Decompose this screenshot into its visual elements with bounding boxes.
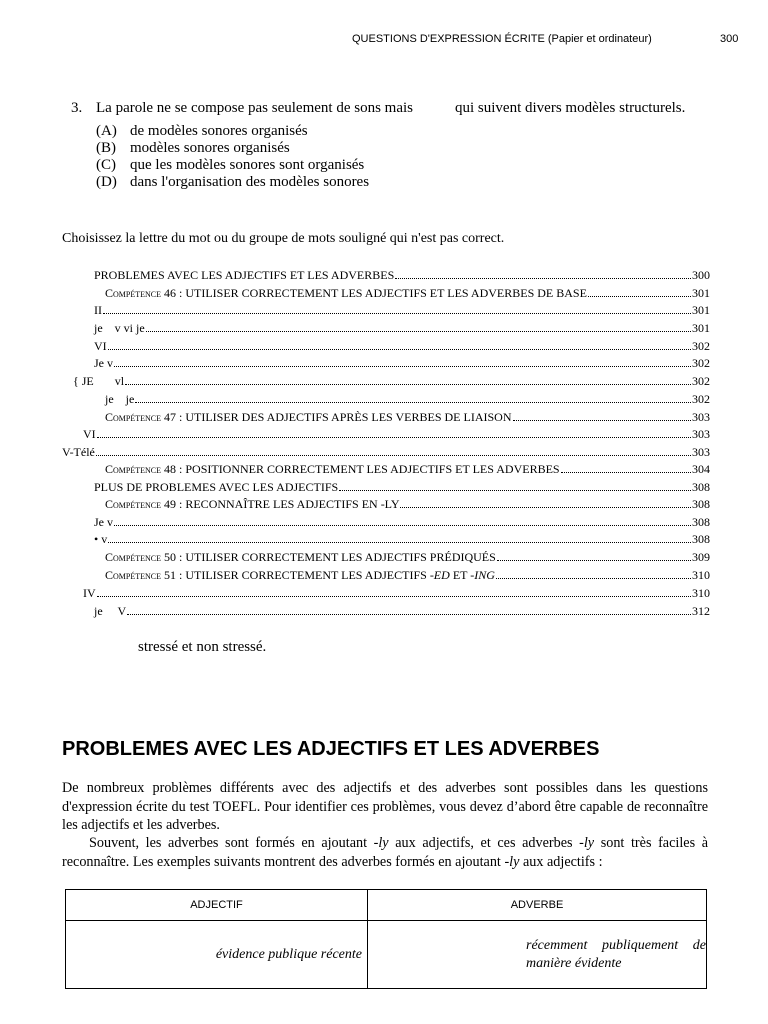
toc-leader	[561, 461, 691, 473]
toc-label-rest: 47 : UTILISER DES ADJECTIFS APRÈS LES VERBES DE LIAISON	[161, 410, 512, 424]
question-number: 3.	[71, 100, 83, 116]
toc-label: PLUS DE PROBLEMES AVEC LES ADJECTIFS	[94, 480, 339, 494]
toc-entry[interactable]	[105, 285, 710, 301]
paragraph-intro: De nombreux problèmes différents avec des adjectifs et des adverbes sont possibles dans les questions d'expression écrite du test TOEFL. Pour identifier ces problèmes, vous devez d’abord être capable de reconnaître les adjectifs et les adverbes.	[62, 780, 708, 833]
paragraph-adverbs	[62, 834, 708, 871]
toc-leader	[96, 444, 691, 456]
option-letter: (C)	[96, 157, 116, 173]
example-table	[65, 889, 707, 989]
toc-page: 302	[692, 392, 710, 406]
question-stem-part2: qui suivent divers modèles structurels.	[455, 100, 686, 116]
toc-label-smallcaps: Compétence	[105, 550, 162, 564]
toc-entry[interactable]	[94, 355, 710, 371]
toc-label: • v	[94, 532, 108, 546]
toc-label	[105, 549, 496, 565]
toc-leader	[135, 391, 691, 403]
instruction-text: Choisissez la lettre du mot ou du groupe de mots souligné qui n'est pas correct.	[62, 231, 505, 246]
toc-page: 308	[692, 515, 710, 529]
toc-leader	[497, 549, 691, 561]
toc-leader	[496, 567, 691, 579]
toc-leader	[97, 585, 691, 597]
toc-label: V-Télé	[62, 445, 95, 459]
toc-page: 300	[692, 268, 710, 282]
para2-text: aux adjectifs, et ces adverbes	[388, 835, 580, 851]
toc-label: Je v	[94, 515, 113, 529]
toc-page: 309	[692, 550, 710, 564]
toc-page: 301	[692, 303, 710, 317]
option-text: de modèles sonores organisés	[130, 123, 308, 139]
toc-label: VI	[83, 427, 96, 441]
toc-label: je je	[105, 392, 135, 406]
para2-text: sont très faciles à reconnaître. Les exemples suivants montrent des adverbes formés en ajoutant	[62, 835, 708, 870]
table-cell-adverbe: récemment publiquement de manière évidente	[526, 938, 706, 971]
toc-label-rest: 48 : POSITIONNER CORRECTEMENT LES ADJECTIFS ET LES ADVERBES	[161, 462, 560, 476]
toc-page: 302	[692, 374, 710, 388]
toc-label: PROBLEMES AVEC LES ADJECTIFS ET LES ADVERBES	[94, 268, 395, 282]
option-text: modèles sonores organisés	[130, 140, 290, 156]
option-d[interactable]	[96, 174, 369, 191]
toc-leader	[127, 603, 691, 615]
toc-label: IV	[83, 586, 96, 600]
toc-label-italic-ing: -ING	[470, 568, 495, 582]
toc-page: 303	[692, 445, 710, 459]
toc-leader	[108, 531, 691, 543]
toc-page: 308	[692, 497, 710, 511]
toc-leader	[114, 514, 691, 526]
toc-entry[interactable]	[105, 496, 710, 512]
toc-entry[interactable]	[94, 267, 710, 283]
stressed-note: stressé et non stressé.	[138, 639, 267, 655]
toc-label: je v vi je	[94, 321, 145, 335]
toc-label: Je v	[94, 356, 113, 370]
option-letter: (D)	[96, 174, 117, 190]
toc-page: 308	[692, 532, 710, 546]
toc-label: { JE vl	[73, 374, 125, 388]
toc-entry[interactable]	[105, 391, 710, 407]
toc-leader	[146, 320, 691, 332]
toc-label	[105, 409, 512, 425]
option-letter: (B)	[96, 140, 116, 156]
toc-leader	[588, 285, 691, 297]
toc-label-rest: 51 : UTILISER CORRECTEMENT LES ADJECTIFS	[161, 568, 430, 582]
toc-entry[interactable]	[94, 603, 710, 619]
toc-entry[interactable]	[62, 444, 710, 460]
toc-label	[105, 567, 495, 583]
toc-label-rest: 49 : RECONNAÎTRE LES ADJECTIFS EN -LY	[161, 497, 400, 511]
toc-page: 301	[692, 321, 710, 335]
toc-entry[interactable]	[94, 338, 710, 354]
toc-entry[interactable]	[94, 320, 710, 336]
toc-page: 302	[692, 356, 710, 370]
toc-label	[105, 461, 560, 477]
toc-page: 303	[692, 427, 710, 441]
toc-label: II	[94, 303, 102, 317]
toc-leader	[395, 267, 691, 279]
toc-leader	[125, 373, 691, 385]
toc-label-rest: 50 : UTILISER CORRECTEMENT LES ADJECTIFS PRÉDIQUÉS	[161, 550, 496, 564]
toc-page: 303	[692, 410, 710, 424]
option-text: que les modèles sonores sont organisés	[130, 157, 365, 173]
option-text: dans l'organisation des modèles sonores	[130, 174, 370, 190]
section-title: PROBLEMES AVEC LES ADJECTIFS ET LES ADVERBES	[62, 738, 600, 760]
running-header-title: QUESTIONS D'EXPRESSION ÉCRITE (Papier et ordinateur)	[352, 33, 652, 45]
question-stem-part1: La parole ne se compose pas seulement de sons mais	[96, 100, 413, 116]
toc-leader	[97, 426, 691, 438]
toc-page: 312	[692, 604, 710, 618]
toc-label	[105, 285, 587, 301]
toc-label-smallcaps: Compétence	[105, 410, 162, 424]
toc-label-italic-ed: -ED	[429, 568, 450, 582]
toc-label-smallcaps: Compétence	[105, 286, 162, 300]
toc-entry[interactable]	[105, 461, 710, 477]
toc-page: 308	[692, 480, 710, 494]
toc-label-smallcaps: Compétence	[105, 497, 162, 511]
toc-label: VI	[94, 339, 107, 353]
toc-label-smallcaps: Compétence	[105, 568, 162, 582]
toc-label	[105, 496, 399, 512]
toc-label-smallcaps: Compétence	[105, 462, 162, 476]
toc-entry[interactable]	[83, 585, 710, 601]
toc-page: 301	[692, 286, 710, 300]
toc-label-rest: 46 : UTILISER CORRECTEMENT LES ADJECTIFS ET LES ADVERBES DE BASE	[161, 286, 587, 300]
table-divider	[367, 890, 368, 988]
toc-leader	[400, 496, 691, 508]
toc-label: je V	[94, 604, 127, 618]
table-header-adjectif: ADJECTIF	[66, 890, 367, 921]
option-c[interactable]	[96, 157, 364, 174]
page-number: 300	[720, 33, 739, 45]
toc-leader	[513, 409, 692, 421]
toc-entry[interactable]	[94, 531, 710, 547]
toc-entry[interactable]	[94, 302, 710, 318]
para2-ly: -ly	[579, 835, 595, 851]
toc-page: 302	[692, 339, 710, 353]
toc-entry[interactable]	[94, 479, 710, 495]
table-cell-adjectif: évidence publique récente	[215, 947, 362, 962]
option-a[interactable]	[96, 123, 308, 140]
toc-entry[interactable]	[73, 373, 710, 389]
para2-text: aux adjectifs :	[519, 853, 603, 870]
toc-entry[interactable]	[105, 409, 710, 425]
toc-entry[interactable]	[83, 426, 710, 442]
para2-ly: -ly	[373, 835, 389, 851]
toc-leader	[114, 355, 691, 367]
toc-entry[interactable]	[105, 549, 710, 565]
table-header-adverbe: ADVERBE	[368, 890, 706, 921]
toc-page: 310	[692, 568, 710, 582]
toc-page: 310	[692, 586, 710, 600]
toc-label-mid: ET	[449, 568, 471, 582]
para2-text: Souvent, les adverbes sont formés en ajoutant	[89, 835, 374, 851]
toc-leader	[339, 479, 691, 491]
toc-leader	[108, 338, 691, 350]
toc-leader	[103, 302, 691, 314]
toc-entry[interactable]	[105, 567, 710, 583]
toc-page: 304	[692, 462, 710, 476]
option-letter: (A)	[96, 123, 117, 139]
option-b[interactable]	[96, 140, 290, 157]
toc-entry[interactable]	[94, 514, 710, 530]
para2-ly: -ly	[504, 853, 520, 870]
